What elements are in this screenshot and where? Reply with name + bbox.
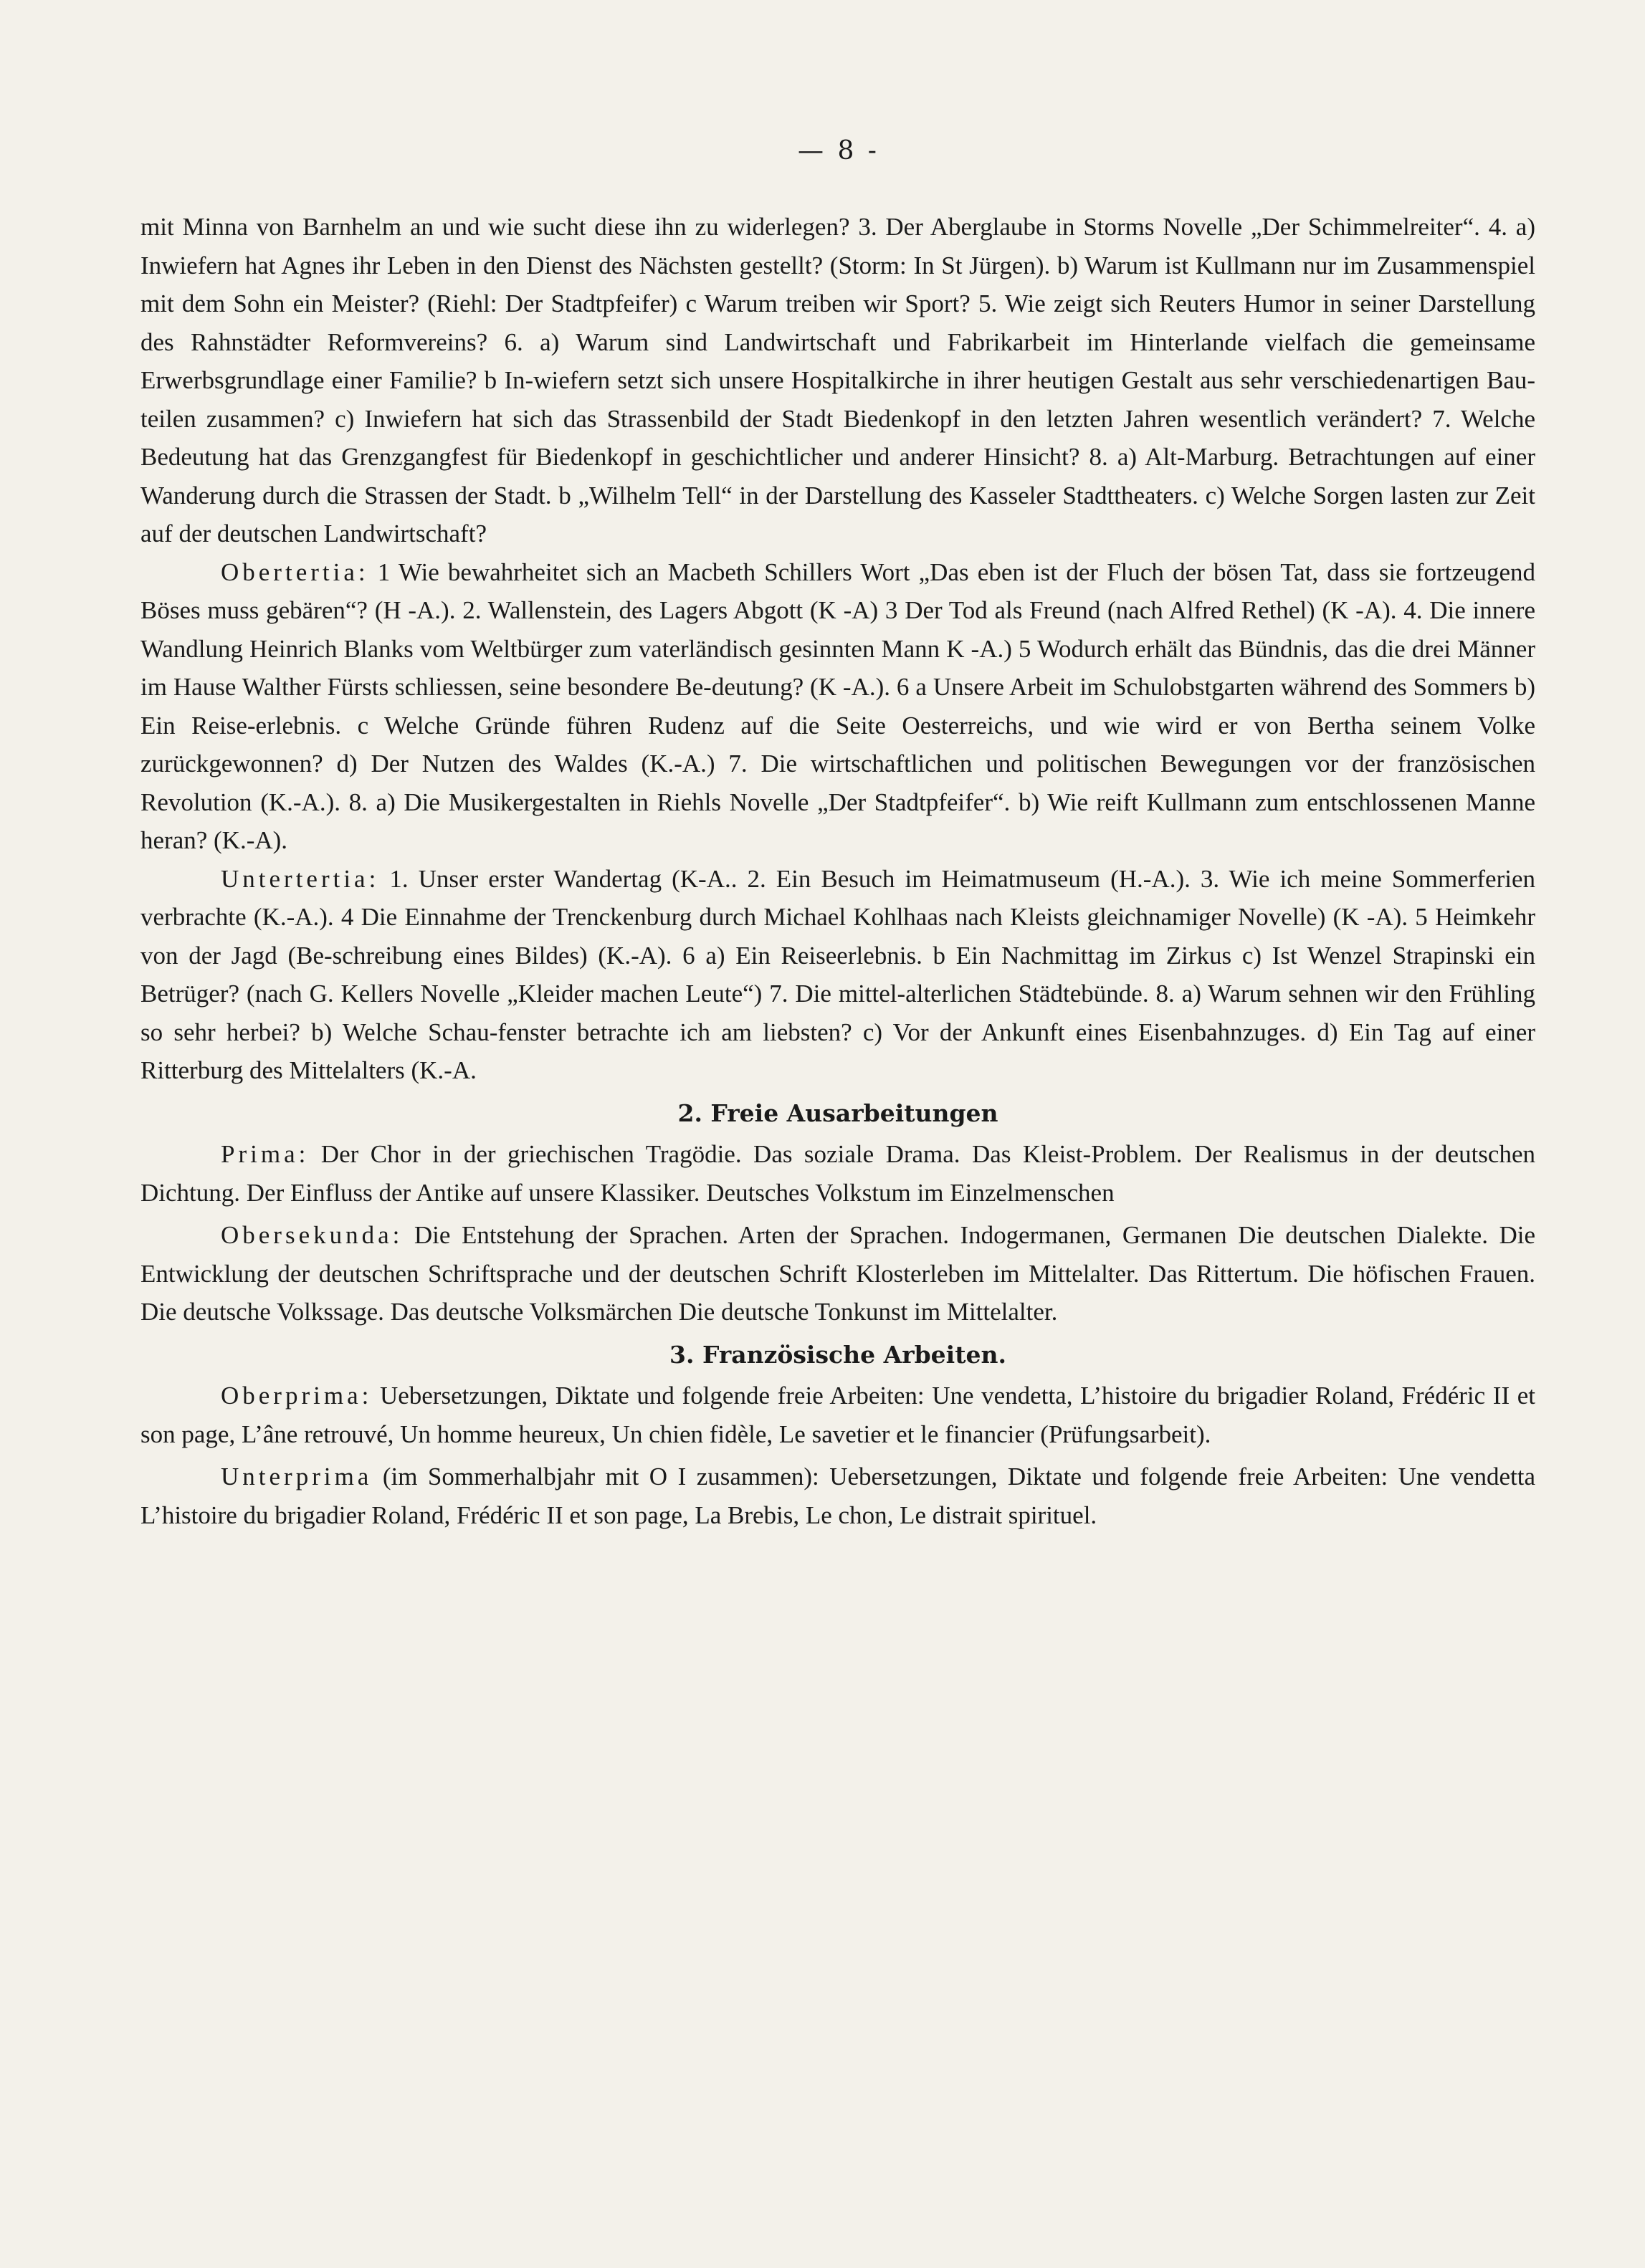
heading-freie-ausarbeitungen: 2. Freie Ausarbeitungen [677,1099,998,1127]
prima-text: Der Chor in der griechischen Tragödie. Das soziale Drama. Das Kleist-Problem. Der Realismus in der deutschen Dichtung. Der Einfluss der Antike auf unsere Klassiker. Deutsches Volkstum im Einzelmenschen [140,1140,1535,1207]
unterprima-paragraph [140,1458,1535,1534]
obersekunda-label: Obersekunda: [221,1221,404,1249]
untertertia-label: Untertertia: [221,864,380,893]
oberprima-paragraph [140,1377,1535,1453]
heading-franzoesische-arbeiten: 3. Französische Arbeiten. [669,1340,1006,1369]
oberprima-label: Oberprima: [221,1382,373,1410]
unterprima-text: (im Sommerhalbjahr mit O I zusammen): Uebersetzungen, Diktate und folgende freie Arbeiten: Une vendetta L’histoire du brigadier Roland, Frédéric II et son page, La Brebis, Le chon, Le distrait spirituel. [140,1463,1535,1529]
obersekunda-paragraph [140,1216,1535,1331]
obertertia-label: Obertertia: [221,558,369,586]
intro-continuation-paragraph: mit Minna von Barnhelm an und wie sucht diese ihn zu widerlegen? 3. Der Aberglaube in Storms Novelle „Der Schimmelreiter“. 4. a) Inwiefern hat Agnes ihr Leben in den Dienst des Nächsten gestellt? (Storm: In St Jürgen). b) Warum ist Kullmann nur im Zusammenspiel mit dem Sohn ein Meister? (Riehl: Der Stadtpfeifer) c Warum treiben wir Sport? 5. Wie zeigt sich Reuters Humor in seiner Darstellung des Rahnstädter Reformvereins? 6. a) Warum sind Landwirtschaft und Fabrikarbeit im Hinterlande vielfach die gemeinsame Erwerbsgrundlage einer Familie? b In-wiefern setzt sich unsere Hospitalkirche in ihrer heutigen Gestalt aus sehr verschiedenartigen Bau-teilen zusammen? c) Inwiefern hat sich das Strassenbild der Stadt Biedenkopf in den letzten Jahren wesentlich verändert? 7. Welche Bedeutung hat das Grenzgangfest für Biedenkopf in geschichtlicher und anderer Hinsicht? 8. a) Alt-Marburg. Betrachtungen auf einer Wanderung durch die Strassen der Stadt. b „Wilhelm Tell“ in der Darstellung des Kasseler Stadttheaters. c) Welche Sorgen lasten zur Zeit auf der deutschen Landwirtschaft? [140,213,1535,547]
text-column [140,208,1535,1534]
untertertia-paragraph [140,860,1535,1090]
oberprima-text: Uebersetzungen, Diktate und folgende freie Arbeiten: Une vendetta, L’histoire du brigadier Roland, Frédéric II et son page, L’âne retrouvé, Un homme heureux, Un chien fidèle, Le savetier et le financier (Prüfungsarbeit). [140,1382,1535,1448]
page-number: — 8 - [798,136,879,166]
obersekunda-text: Die Entstehung der Sprachen. Arten der Sprachen. Indogermanen, Germanen Die deutschen Dialekte. Die Entwicklung der deutschen Schriftsprache und der deutschen Schrift Klosterleben im Mittelalter. Das Rittertum. Die höfischen Frauen. Die deutsche Volkssage. Das deutsche Volksmärchen Die deutsche Tonkunst im Mittelalter. [140,1221,1536,1326]
obertertia-text: 1 Wie bewahrheitet sich an Macbeth Schillers Wort „Das eben ist der Fluch der bösen Tat, dass sie fortzeugend Böses muss gebären“? (H -A.). 2. Wallenstein, des Lagers Abgott (K -A) 3 Der Tod als Freund (nach Alfred Rethel) (K -A). 4. Die innere Wandlung Heinrich Blanks vom Weltbürger zum vaterländisch gesinnten Mann K -A.) 5 Wodurch erhält das Bündnis, das die drei Männer im Hause Walther Fürsts schliessen, seine besondere Be-deutung? (K -A.). 6 a Unsere Arbeit im Schulobstgarten während des Sommers b) Ein Reise-erlebnis. c Welche Gründe führen Rudenz auf die Seite Oesterreichs, und wie wird er von Bertha seinem Volke zurückgewonnen? d) Der Nutzen des Waldes (K.-A.) 7. Die wirtschaftlichen und politischen Bewegungen vor der französischen Revolution (K.-A.). 8. a) Die Musikergestalten in Riehls Novelle „Der Stadtpfeifer“. b) Wie reift Kullmann zum entschlossenen Manne heran? (K.-A). [140,558,1536,854]
prima-paragraph [140,1135,1535,1212]
obertertia-paragraph [140,553,1535,860]
untertertia-text: 1. Unser erster Wandertag (K-A.. 2. Ein Besuch im Heimatmuseum (H.-A.). 3. Wie ich meine Sommerferien verbrachte (K.-A.). 4 Die Einnahme der Trenckenburg durch Michael Kohlhaas nach Kleists gleichnamiger Novelle) (K -A). 5 Heimkehr von der Jagd (Be-schreibung eines Bildes) (K.-A). 6 a) Ein Reiseerlebnis. b Ein Nachmittag im Zirkus c) Ist Wenzel Strapinski ein Betrüger? (nach G. Kellers Novelle „Kleider machen Leute“) 7. Die mittel-alterlichen Städtebünde. 8. a) Warum sehnen wir den Frühling so sehr herbei? b) Welche Schau-fenster betrachte ich am liebsten? c) Vor der Ankunft eines Eisenbahnzuges. d) Ein Tag auf einer Ritterburg des Mittelalters (K.-A. [140,864,1535,1084]
prima-label: Prima: [221,1140,310,1168]
unterprima-label: Unterprima [221,1463,373,1491]
